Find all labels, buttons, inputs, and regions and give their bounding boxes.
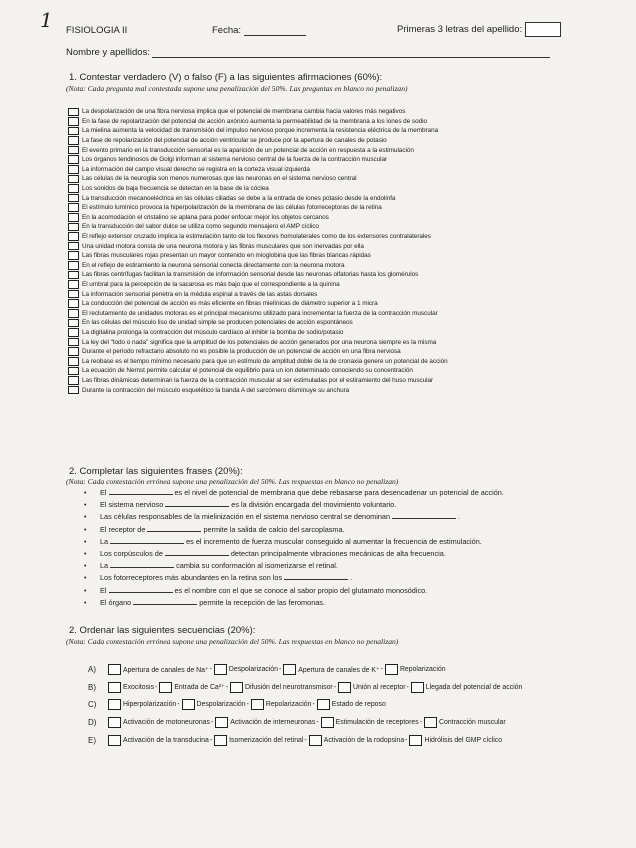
tf-statement: La información del campo visual derecho se registra en la corteza visual izquierda: [82, 165, 310, 173]
tf-answer-box[interactable]: [68, 299, 79, 308]
tf-answer-box[interactable]: [68, 136, 79, 145]
tf-answer-box[interactable]: [68, 367, 79, 376]
fill-suffix: .: [458, 512, 461, 522]
fill-blank[interactable]: [110, 537, 184, 544]
sequence-row: [88, 661, 618, 679]
sequence-step: Apertura de canales de K⁺: [298, 666, 380, 674]
sequence-order-box[interactable]: [214, 735, 227, 746]
tf-statement: En las células del músculo liso de unidad simple se producen potenciales de acción espontáneos: [82, 319, 353, 327]
fill-prefix: El sistema nervioso: [100, 500, 164, 510]
tf-answer-box[interactable]: [68, 347, 79, 356]
sequence-row: [88, 731, 618, 749]
bullet-icon: •: [84, 526, 87, 534]
sequence-order-box[interactable]: [230, 682, 243, 693]
tf-answer-box[interactable]: [68, 376, 79, 385]
tf-item: [68, 299, 608, 309]
sequence-step: Estado de reposo: [331, 701, 386, 709]
sequence-row: [88, 696, 618, 714]
tf-answer-box[interactable]: [68, 232, 79, 241]
tf-item: [68, 203, 608, 213]
sequence-step: Repolarización: [265, 701, 312, 709]
tf-answer-box[interactable]: [68, 127, 79, 136]
fill-prefix: El receptor de: [100, 524, 146, 534]
tf-item: [68, 107, 608, 117]
sequence-letter: E): [88, 735, 96, 745]
fill-blank[interactable]: [284, 573, 348, 580]
tf-answer-box[interactable]: [68, 213, 79, 222]
sequence-order-box[interactable]: [283, 664, 296, 675]
bullet-icon: •: [84, 587, 87, 595]
sequence-order-box[interactable]: [159, 682, 172, 693]
sequence-step: Contracción muscular: [439, 719, 506, 727]
fill-item: [84, 586, 604, 598]
fill-suffix: permite la salida de calcio del sarcoplasma.: [203, 524, 345, 534]
tf-answer-box[interactable]: [68, 386, 79, 395]
sequence-step: Exocitosis: [123, 683, 155, 691]
fill-blank[interactable]: [109, 488, 173, 495]
tf-answer-box[interactable]: [68, 319, 79, 328]
fill-blank[interactable]: [110, 561, 174, 568]
tf-statement: Los sonidos de baja frecuencia se detectan en la base de la cóclea: [82, 185, 269, 193]
name-label: Nombre y apellidos:: [66, 47, 150, 58]
tf-answer-box[interactable]: [68, 280, 79, 289]
tf-statement: El evento primario en la transducción sensorial es la aparición de un potencial de acción en respuesta a la estimulación: [82, 146, 414, 154]
tf-item: [68, 174, 608, 184]
sequence-step: Hidrólisis del GMP cíclico: [424, 736, 503, 744]
tf-statement: Las fibras musculares rojas presentan un mayor contenido en mioglobina que las fibras blancas rápidas: [82, 252, 371, 260]
fill-prefix: Los corpúsculos de: [100, 548, 163, 558]
tf-statement: Las fibras dinámicas determinan la fuerza de la contracción muscular al ser estimuladas por el estiramiento del huso muscular: [82, 376, 434, 384]
bullet-icon: •: [84, 538, 87, 546]
sequence-order-box[interactable]: [411, 682, 424, 693]
sequence-separator: -: [419, 719, 423, 727]
tf-item: [68, 126, 608, 136]
sequence-order-box[interactable]: [309, 735, 322, 746]
true-false-list: [68, 107, 608, 395]
tf-item: [68, 356, 608, 366]
tf-answer-box[interactable]: [68, 175, 79, 184]
name-input-line[interactable]: [152, 48, 550, 58]
sequence-step: Activación de la rodopsina: [323, 736, 405, 744]
tf-item: [68, 366, 608, 376]
tf-item: [68, 251, 608, 261]
tf-answer-box[interactable]: [68, 357, 79, 366]
bullet-icon: •: [84, 563, 87, 571]
sequence-step: Llegada del potencial de acción: [425, 683, 523, 691]
sequence-step: Unión al receptor: [353, 683, 406, 691]
sequence-letter: A): [88, 665, 96, 675]
section3-note: (Nota: Cada contestación errónea supone una penalización del 50%. Las respuestas en blanco no penalizan): [66, 637, 399, 646]
sequence-order-box[interactable]: [215, 717, 228, 728]
sequence-separator: -: [304, 736, 307, 744]
tf-statement: El reclutamiento de unidades motoras es el principal mecanismo utilizado para incrementar la fuerza de la contracción muscular: [82, 309, 438, 317]
fill-suffix: permite la recepción de las feromonas.: [199, 597, 325, 607]
tf-statement: La transducción mecanoeléctrica en las células ciliadas se debe a la entrada de iones potasio desde la endolinfa: [82, 194, 396, 202]
fill-prefix: Los fotorreceptores más abundantes en la retina son los: [100, 573, 283, 583]
bullet-icon: •: [84, 490, 87, 497]
fill-blank[interactable]: [392, 512, 456, 519]
tf-statement: El estímulo lumínico provoca la hiperpolarización de la membrana de las células fotorreceptoras de la retina: [82, 204, 382, 212]
tf-statement: La fase de repolarización del potencial de acción ventricular se produce por la apertura de canales de potasio: [82, 137, 387, 145]
sequence-step: Apertura de canales de Na⁺: [123, 666, 209, 674]
sequence-separator: -: [278, 666, 282, 674]
sequence-step: Activación de interneuronas: [230, 719, 316, 727]
sequence-separator: -: [316, 719, 319, 727]
tf-statement: La ley del "todo o nada" significa que la amplitud de los potenciales de acción generados por una neurona siempre es la misma: [82, 338, 437, 346]
sequence-separator: -: [312, 701, 315, 709]
section1-title: 1. Contestar verdadero (V) o falso (F) a las siguientes afirmaciones (60%):: [69, 72, 383, 83]
sequence-order-box[interactable]: [182, 699, 195, 710]
tf-statement: En la acomodación el cristalino se aplana para poder enfocar mejor los objetos cercanos: [82, 213, 329, 221]
sequence-separator: -: [177, 701, 180, 709]
sequence-separator: -: [210, 719, 214, 727]
fill-item: [84, 549, 604, 561]
tf-answer-box[interactable]: [68, 271, 79, 280]
tf-answer-box[interactable]: [68, 338, 79, 347]
date-field: [212, 25, 306, 36]
fill-in-list: [84, 488, 604, 610]
fill-prefix: La: [100, 561, 109, 571]
fill-blank[interactable]: [165, 549, 229, 556]
date-input-line[interactable]: [244, 26, 306, 36]
tf-item: [68, 241, 608, 251]
bullet-icon: •: [84, 514, 87, 522]
section2-note: (Nota: Cada contestación errónea supone una penalización del 50%. Las respuestas en blanco no penalizan): [66, 477, 399, 486]
tf-answer-box[interactable]: [68, 290, 79, 299]
tf-statement: La despolarización de una fibra nerviosa implica que el potencial de membrana cambia hacia valores más negativos: [82, 108, 406, 116]
sequence-list: [88, 661, 618, 749]
tf-statement: La digitalina prolonga la contracción del músculo cardíaco al inhibir la bomba de sodio/potasio: [82, 328, 344, 336]
fill-item: [84, 561, 604, 573]
fill-item: [84, 598, 604, 610]
tf-item: [68, 280, 608, 290]
tf-statement: Durante la contracción del músculo esquelético la banda A del sarcómero disminuye su anchura: [82, 386, 350, 394]
tf-item: [68, 261, 608, 271]
tf-answer-box[interactable]: [68, 117, 79, 126]
fill-blank[interactable]: [165, 500, 229, 507]
fill-item: [84, 537, 604, 549]
fill-blank[interactable]: [109, 586, 173, 593]
tf-item: [68, 337, 608, 347]
tf-answer-box[interactable]: [68, 242, 79, 251]
fill-suffix: .: [350, 573, 353, 583]
sequence-separator: -: [406, 683, 409, 691]
fill-suffix: cambia su conformación al isomerizarse el retinal.: [176, 561, 338, 571]
fill-suffix: es el nivel de potencial de membrana que debe rebasarse para desencadenar un potencial de acción.: [174, 488, 504, 497]
fill-item: [84, 512, 604, 524]
fill-blank[interactable]: [147, 525, 201, 532]
sequence-order-box[interactable]: [108, 699, 121, 710]
sequence-letter: C): [88, 700, 97, 710]
tf-statement: La mielina aumenta la velocidad de transmisión del impulso nervioso porque incrementa la resistencia eléctrica de la membrana: [82, 127, 439, 135]
sequence-separator: -: [405, 736, 408, 744]
tf-statement: La conducción del potencial de acción es más eficiente en fibras mielínicas de diámetro superior a 1 micra: [82, 300, 378, 308]
tf-item: [68, 385, 608, 395]
subject-title: FISIOLOGIA II: [66, 25, 128, 36]
tf-statement: El reflejo extensor cruzado implica la estimulación tanto de los flexores homolaterales como de los extensores contralaterales: [82, 233, 431, 241]
tf-statement: La ecuación de Nernst permite calcular el potencial de equilibrio para un ion determinado conociendo su concentración: [82, 367, 413, 375]
tf-answer-box[interactable]: [68, 155, 79, 164]
tf-answer-box[interactable]: [68, 146, 79, 155]
fill-item: [84, 573, 604, 585]
fill-item: [84, 525, 604, 537]
sequence-row: [88, 714, 618, 732]
tf-statement: Las fibras centrífugas facilitan la transmisión de información sensorial desde las neuronas olfatorias hasta los glomérulos: [82, 271, 419, 279]
sequence-step: Estimulación de receptores: [335, 719, 419, 727]
section2-title: 2. Completar las siguientes frases (20%):: [69, 466, 243, 477]
sequence-order-box[interactable]: [409, 735, 422, 746]
handwritten-mark: 1: [40, 8, 53, 32]
tf-statement: En la transducción del sabor dulce se utiliza como segundo mensajero el AMP cíclico: [82, 223, 319, 231]
tf-statement: En el reflejo de estiramiento la neurona sensorial conecta directamente con la neurona motora: [82, 261, 345, 269]
sequence-step: Isomerización del retinal: [229, 736, 304, 744]
tf-statement: La información sensorial penetra en la médula espinal a través de las astas dorsales: [82, 290, 318, 298]
fill-prefix: Las células responsables de la mielinización en el sistema nervioso central se denominan: [100, 512, 391, 522]
tf-item: [68, 136, 608, 146]
fill-suffix: detectan principalmente vibraciones mecánicas de alta frecuencia.: [230, 548, 446, 558]
sequence-order-box[interactable]: [108, 682, 121, 693]
fill-suffix: es el nombre con el que se conoce al sabor propio del glutamato monosódico.: [174, 585, 428, 595]
tf-answer-box[interactable]: [68, 108, 79, 117]
sequence-separator: -: [225, 683, 228, 691]
sequence-order-box[interactable]: [108, 717, 121, 728]
sequence-step: Despolarización: [228, 666, 278, 674]
fill-suffix: es la división encargada del movimiento voluntario.: [231, 500, 397, 510]
sequence-order-box[interactable]: [338, 682, 351, 693]
fill-blank[interactable]: [133, 598, 197, 605]
bullet-icon: •: [84, 550, 87, 558]
sequence-separator: -: [246, 701, 249, 709]
tf-item: [68, 376, 608, 386]
tf-item: [68, 193, 608, 203]
tf-answer-box[interactable]: [68, 223, 79, 232]
surname-initials-label: Primeras 3 letras del apellido:: [397, 24, 523, 36]
tf-item: [68, 155, 608, 165]
tf-item: [68, 270, 608, 280]
section1-note: (Nota: Cada pregunta mal contestada supone una penalización del 50%. Las preguntas en blanco no penalizan): [66, 84, 408, 93]
tf-item: [68, 232, 608, 242]
tf-statement: La reobase es el tiempo mínimo necesario para que un estímulo de amplitud doble de la de cronaxia genere un potencial de acción: [82, 357, 448, 365]
tf-answer-box[interactable]: [68, 328, 79, 337]
tf-answer-box[interactable]: [68, 184, 79, 193]
sequence-step: Hiperpolarización: [123, 701, 177, 709]
surname-initials-box[interactable]: [525, 22, 561, 37]
fill-prefix: La: [100, 536, 109, 546]
surname-initials-field: [397, 22, 561, 37]
sequence-row: [88, 679, 618, 697]
bullet-icon: •: [84, 502, 87, 510]
tf-item: [68, 213, 608, 223]
sequence-order-box[interactable]: [424, 717, 437, 728]
sequence-step: Difusión del neurotransmisor: [245, 683, 333, 691]
sequence-letter: D): [88, 718, 97, 728]
sequence-order-box[interactable]: [321, 717, 334, 728]
tf-statement: En la fase de repolarización del potencial de acción axónico aumenta la permeabilidad de la membrana a los iones de sodio: [82, 117, 427, 125]
tf-answer-box[interactable]: [68, 203, 79, 212]
sequence-step: Repolarización: [399, 666, 446, 674]
sequence-step: Despolarización: [196, 701, 246, 709]
bullet-icon: •: [84, 575, 87, 583]
tf-item: [68, 184, 608, 194]
tf-statement: El umbral para la percepción de la sacarosa es más bajo que el correspondiente a la quinina: [82, 280, 340, 288]
tf-answer-box[interactable]: [68, 194, 79, 203]
tf-statement: Los órganos tendinosos de Golgi informan al sistema nervioso central de la fuerza de la contracción muscular: [82, 156, 388, 164]
tf-item: [68, 328, 608, 338]
fill-item: [84, 488, 604, 500]
tf-item: [68, 165, 608, 175]
sequence-step: Activación de motoneuronas: [123, 719, 210, 727]
tf-item: [68, 347, 608, 357]
sequence-letter: B): [88, 682, 96, 692]
tf-answer-box[interactable]: [68, 309, 79, 318]
sequence-order-box[interactable]: [214, 664, 227, 675]
tf-answer-box[interactable]: [68, 251, 79, 260]
tf-statement: Las células de la neuroglia son menos numerosas que las neuronas en el sistema nervioso central: [82, 175, 357, 183]
name-field: [66, 47, 550, 58]
tf-answer-box[interactable]: [68, 261, 79, 270]
sequence-separator: -: [380, 666, 383, 674]
section3-title: 2. Ordenar las siguientes secuencias (20%):: [69, 625, 256, 636]
tf-item: [68, 308, 608, 318]
sequence-step: Entrada de Ca²⁺: [174, 684, 225, 692]
sequence-order-box[interactable]: [251, 699, 264, 710]
sequence-step: Activación de la transducina: [123, 736, 209, 744]
sequence-separator: -: [333, 683, 337, 691]
fill-prefix: El órgano: [100, 597, 132, 607]
sequence-separator: -: [209, 736, 213, 744]
tf-statement: Durante el período refractario absoluto no es posible la producción de un potencial de acción en una fibra nerviosa: [82, 348, 401, 356]
sequence-separator: -: [209, 666, 212, 674]
fill-prefix: El: [100, 488, 107, 497]
sequence-order-box[interactable]: [385, 664, 398, 675]
sequence-separator: -: [155, 683, 158, 691]
fill-item: [84, 500, 604, 512]
tf-item: [68, 289, 608, 299]
tf-answer-box[interactable]: [68, 165, 79, 174]
bullet-icon: •: [84, 599, 87, 607]
tf-item: [68, 145, 608, 155]
tf-item: [68, 117, 608, 127]
sequence-order-box[interactable]: [108, 664, 121, 675]
sequence-order-box[interactable]: [317, 699, 330, 710]
tf-statement: Una unidad motora consta de una neurona motora y las fibras musculares que son inervadas por ella: [82, 242, 364, 250]
tf-item: [68, 318, 608, 328]
fill-prefix: El: [100, 585, 107, 595]
sequence-order-box[interactable]: [108, 735, 121, 746]
tf-item: [68, 222, 608, 232]
date-label: Fecha:: [212, 25, 242, 36]
fill-suffix: es el incremento de fuerza muscular conseguido al aumentar la frecuencia de estimulación.: [186, 536, 482, 546]
